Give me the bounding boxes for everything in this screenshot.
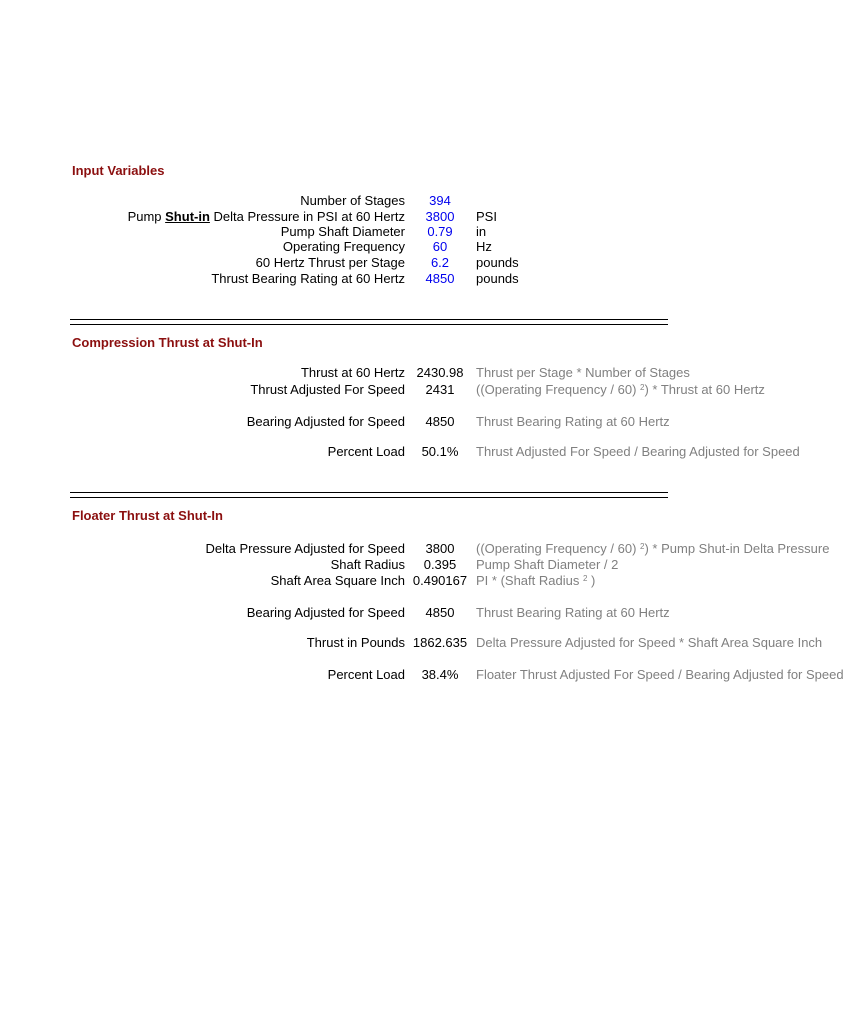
- label-emphasis: Shut-in: [165, 209, 210, 224]
- input-row-thrust-per-stage: [0, 255, 768, 271]
- superscript: 2: [640, 542, 645, 551]
- row-label: Shaft Radius: [330, 557, 405, 572]
- row-label: Thrust in Pounds: [306, 635, 405, 650]
- note-part: ((Operating Frequency / 60): [476, 541, 641, 556]
- bearing-rating-input-cell[interactable]: 4850: [425, 271, 455, 286]
- floater-row-shaft-area: [0, 573, 768, 589]
- row-label: 60 Hertz Thrust per Stage: [255, 255, 405, 270]
- input-row-bearing-rating: [0, 271, 768, 287]
- value-cell[interactable]: 1862.635: [412, 635, 468, 650]
- compression-heading: Compression Thrust at Shut-In: [72, 335, 263, 350]
- input-row-frequency: [0, 239, 768, 255]
- superscript: 2: [582, 574, 588, 583]
- value-cell[interactable]: 4850: [425, 414, 455, 429]
- formula-note: [476, 541, 830, 557]
- formula-note: Thrust per Stage * Number of Stages: [476, 365, 690, 380]
- formula-note: Thrust Bearing Rating at 60 Hertz: [476, 605, 670, 620]
- formula-note: Thrust Bearing Rating at 60 Hertz: [476, 414, 670, 429]
- floater-row-bearing-adjusted: [0, 605, 768, 621]
- unit-label: pounds: [476, 255, 519, 270]
- value-cell[interactable]: 0.490167: [412, 573, 468, 588]
- row-label: Percent Load: [327, 667, 405, 682]
- compression-row-thrust-60hz: [0, 365, 768, 381]
- formula-note: Delta Pressure Adjusted for Speed * Shaft Area Square Inch: [476, 635, 823, 650]
- floater-row-percent-load: [0, 667, 844, 683]
- note-part: PI * (Shaft Radius: [476, 573, 583, 588]
- floater-row-delta-pressure: [0, 541, 830, 557]
- floater-row-shaft-radius: [0, 557, 768, 573]
- value-cell[interactable]: 3800: [425, 541, 455, 556]
- section-divider: [70, 319, 668, 325]
- unit-label: pounds: [476, 271, 519, 286]
- compression-row-thrust-adjusted: [0, 382, 768, 398]
- label-suffix: Delta Pressure in PSI at 60 Hertz: [209, 209, 405, 224]
- row-label: Percent Load: [327, 444, 405, 459]
- thrust-per-stage-input-cell[interactable]: 6.2: [430, 255, 450, 270]
- superscript: 2: [640, 383, 645, 392]
- note-part: ) * Pump Shut-in Delta Pressure: [644, 541, 830, 556]
- row-label: Number of Stages: [300, 193, 405, 208]
- compression-row-bearing-adjusted: [0, 414, 768, 430]
- value-cell[interactable]: 38.4%: [421, 667, 459, 682]
- unit-label: PSI: [476, 209, 497, 224]
- value-cell[interactable]: 2430.98: [416, 365, 464, 380]
- formula-note: Thrust Adjusted For Speed / Bearing Adjusted for Speed: [476, 444, 800, 459]
- formula-note: Floater Thrust Adjusted For Speed / Bearing Adjusted for Speed: [476, 667, 844, 682]
- row-label: Thrust at 60 Hertz: [300, 365, 405, 380]
- unit-label: in: [476, 224, 487, 239]
- formula-note: [476, 382, 765, 398]
- input-row-delta-pressure: [0, 209, 768, 225]
- compression-row-percent-load: [0, 444, 800, 460]
- formula-note: Pump Shaft Diameter / 2: [476, 557, 619, 572]
- shaft-diameter-input-cell[interactable]: 0.79: [427, 224, 453, 239]
- row-label: [128, 209, 405, 225]
- input-row-stages: [0, 193, 768, 209]
- value-cell[interactable]: 4850: [425, 605, 455, 620]
- row-label: Thrust Adjusted For Speed: [250, 382, 405, 397]
- input-row-shaft-diameter: [0, 224, 768, 240]
- row-label: Pump Shaft Diameter: [280, 224, 405, 239]
- row-label: Bearing Adjusted for Speed: [246, 414, 405, 429]
- section-divider: [70, 492, 668, 498]
- note-part: ): [587, 573, 596, 588]
- row-label: Shaft Area Square Inch: [270, 573, 405, 588]
- value-cell[interactable]: 50.1%: [421, 444, 459, 459]
- value-cell[interactable]: 0.395: [423, 557, 457, 572]
- unit-label: Hz: [476, 239, 492, 254]
- row-label: Delta Pressure Adjusted for Speed: [205, 541, 405, 556]
- delta-pressure-input-cell[interactable]: 3800: [425, 209, 455, 224]
- row-label: Operating Frequency: [282, 239, 405, 254]
- note-part: ((Operating Frequency / 60): [476, 382, 641, 397]
- floater-row-thrust-pounds: [0, 635, 823, 651]
- floater-heading: Floater Thrust at Shut-In: [72, 508, 223, 523]
- label-prefix: Pump: [127, 209, 166, 224]
- note-part: ) * Thrust at 60 Hertz: [644, 382, 765, 397]
- stages-input-cell[interactable]: 394: [429, 193, 451, 208]
- row-label: Thrust Bearing Rating at 60 Hertz: [211, 271, 405, 286]
- row-label: Bearing Adjusted for Speed: [246, 605, 405, 620]
- frequency-input-cell[interactable]: 60: [432, 239, 448, 254]
- value-cell[interactable]: 2431: [425, 382, 455, 397]
- formula-note: [476, 573, 669, 589]
- input-variables-heading: Input Variables: [72, 163, 165, 178]
